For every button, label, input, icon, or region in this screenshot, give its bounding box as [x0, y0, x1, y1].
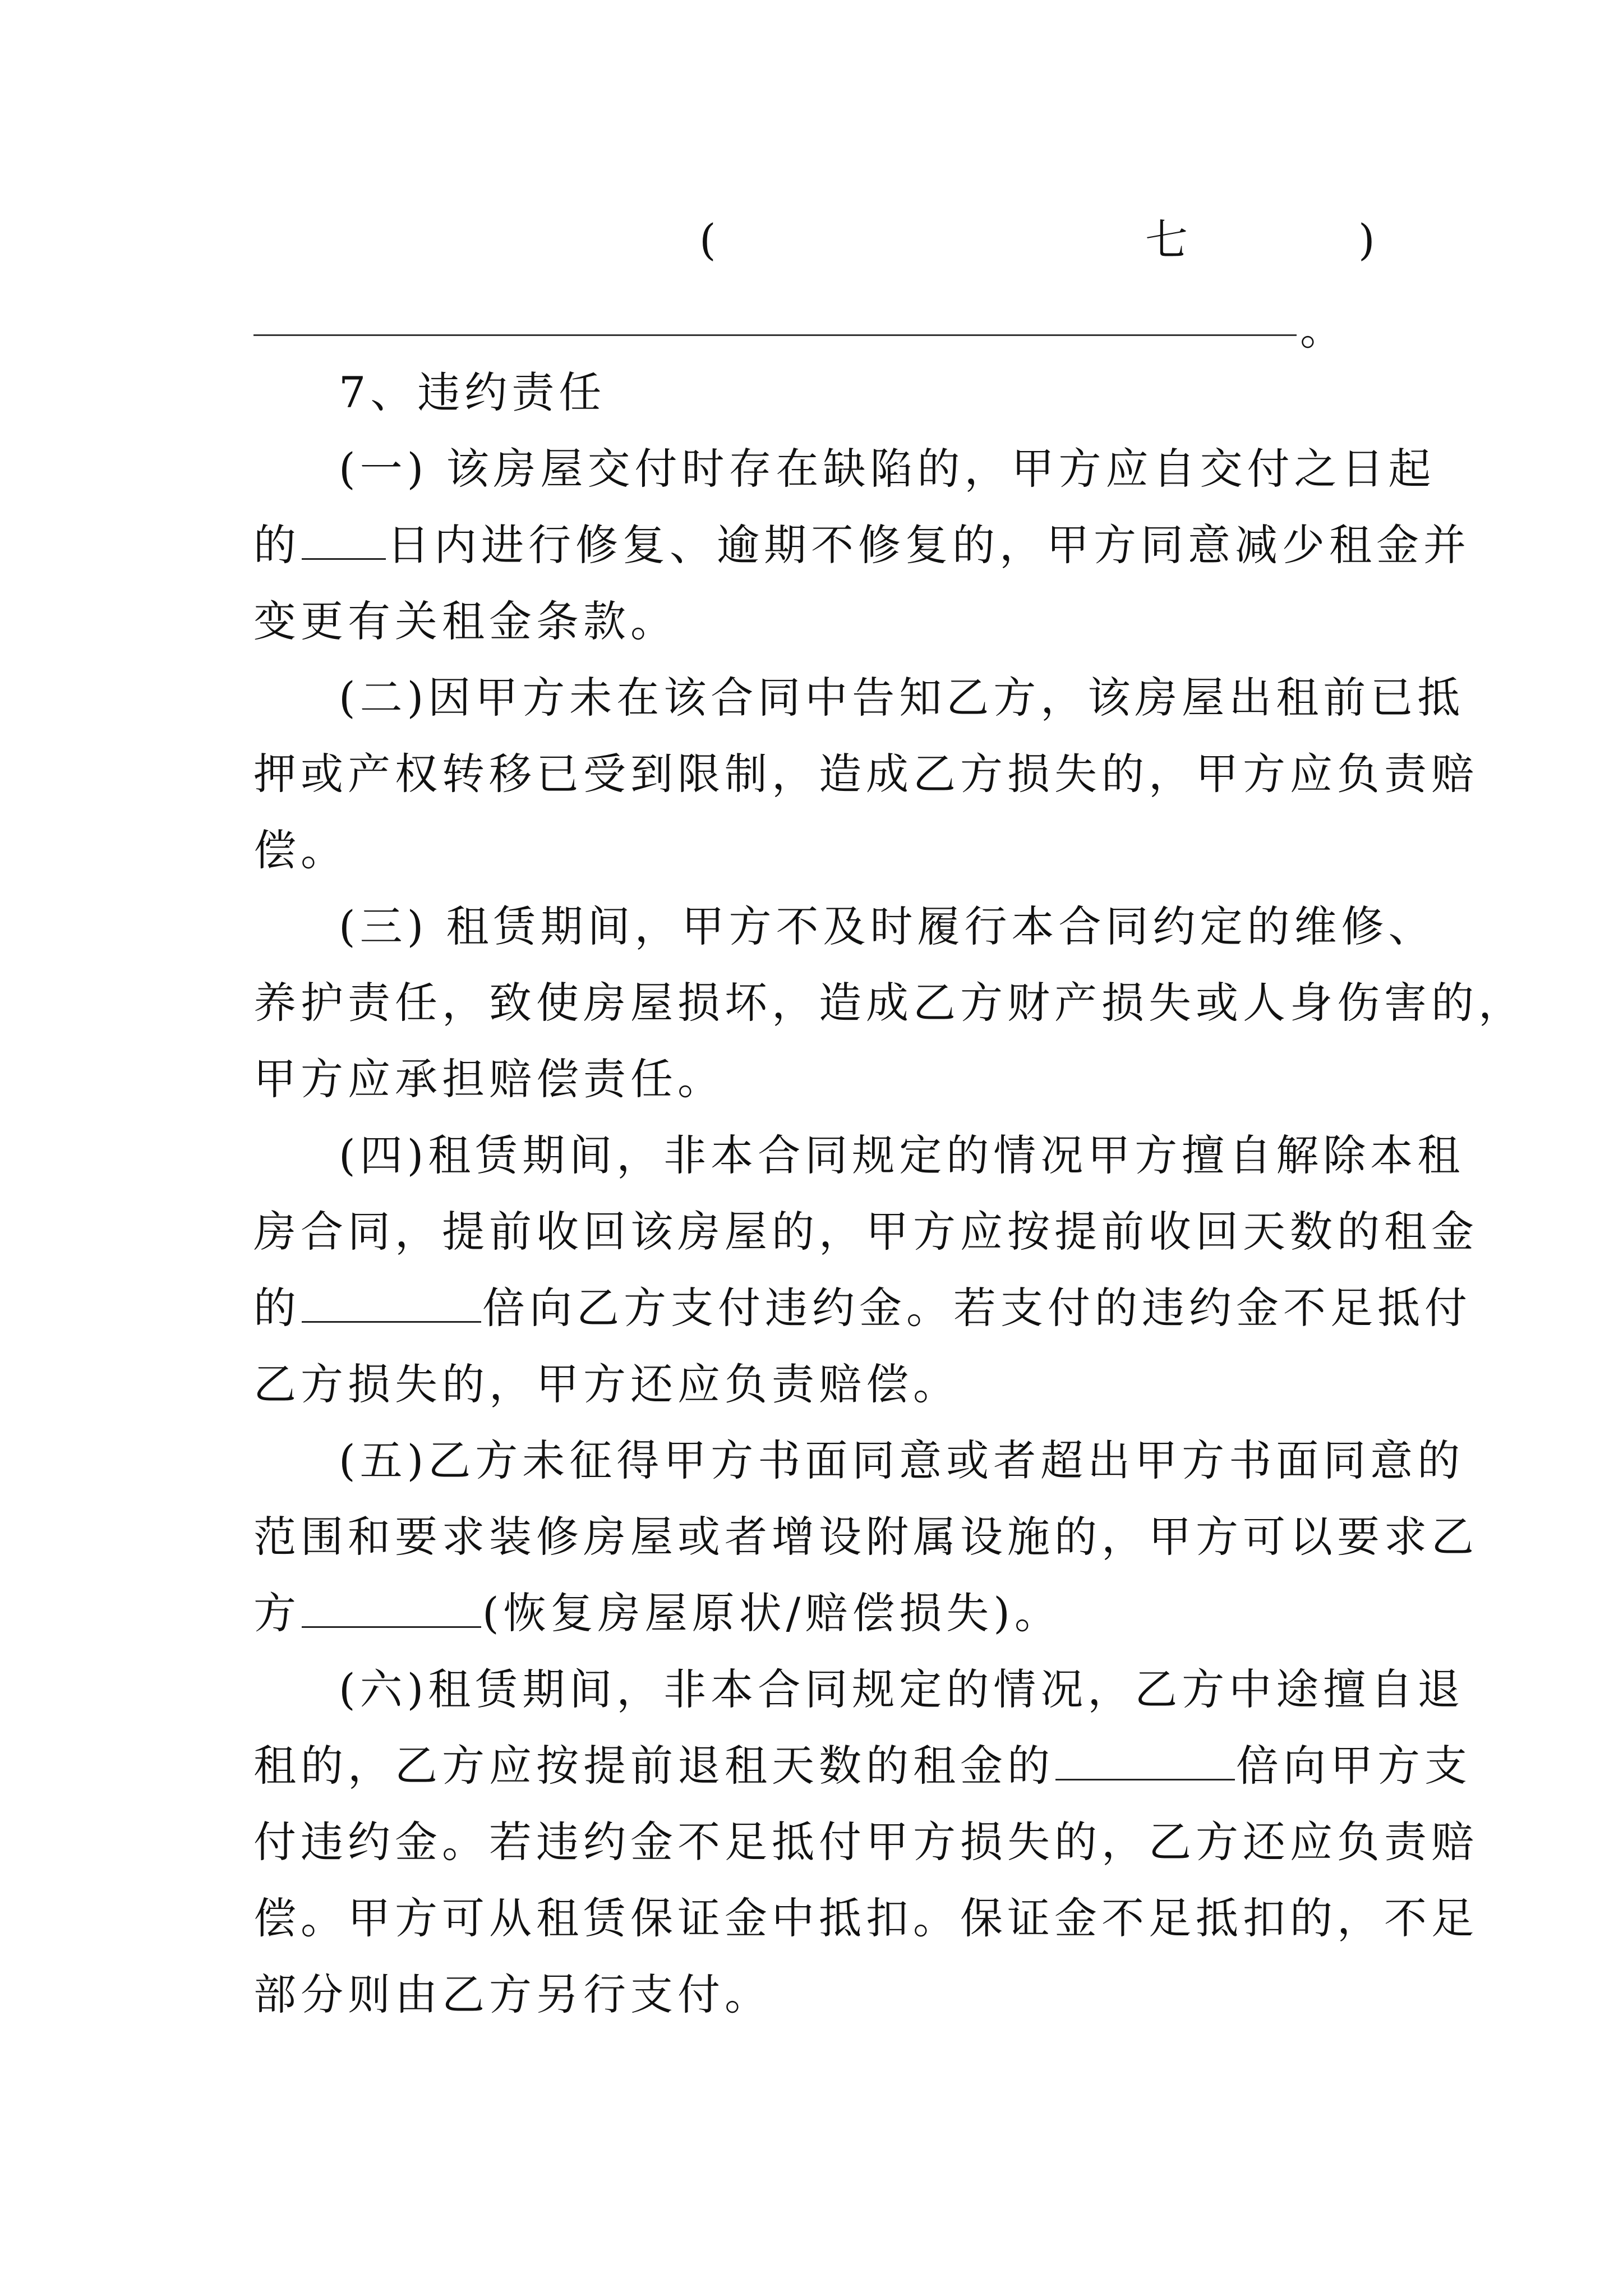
blank-remedy [302, 1593, 481, 1628]
section-number: 七 [1145, 215, 1188, 265]
open-paren: ( [699, 215, 716, 265]
clause-1 [253, 431, 1470, 660]
clause-2 [253, 660, 1478, 889]
clause-line: 偿。甲方可从租赁保证金中抵扣。保证金不足抵扣的，不足 [253, 1893, 1478, 1943]
clause-line: (三) 租赁期间，甲方不及时履行本合同约定的维修、 [339, 901, 1436, 951]
blank-multiplier [302, 1287, 481, 1323]
clause-line: 的 倍向乙方支付违约金。若支付的违约金不足抵付 [253, 1283, 1472, 1333]
clause-line: 方 (恢复房屋原状/赔偿损失)。 [253, 1588, 1062, 1638]
clause-line: 变更有关租金条款。 [253, 596, 677, 646]
end-mark: 。 [1300, 305, 1343, 355]
fill-in-underline [253, 334, 1297, 336]
section-title [253, 355, 1392, 431]
section-heading: 7、违约责任 [339, 367, 606, 417]
clause-line: 养护责任，致使房屋损坏，造成乙方财产损失或人身伤害的， [253, 978, 1525, 1028]
clause-4 [253, 1117, 1478, 1423]
clause-line: 甲方应承担赔偿责任。 [253, 1054, 725, 1104]
header-line [253, 202, 1392, 278]
clause-6 [253, 1651, 1478, 2033]
clause-line: 的 日内进行修复、逾期不修复的，甲方同意减少租金并 [253, 520, 1470, 570]
clause-line: 范围和要求装修房屋或者增设附属设施的，甲方可以要求乙 [253, 1512, 1478, 1562]
clause-line: (六)租赁期间，非本合同规定的情况，乙方中途擅自退 [339, 1664, 1465, 1714]
clause-line: 部分则由乙方另行支付。 [253, 1970, 772, 2019]
clause-5 [253, 1423, 1478, 1651]
clause-line: 房合同，提前收回该房屋的，甲方应按提前收回天数的租金 [253, 1207, 1478, 1257]
clause-line: (一) 该房屋交付时存在缺陷的，甲方应自交付之日起 [339, 444, 1436, 494]
clause-line: 偿。 [253, 825, 348, 875]
close-paren: ) [1358, 215, 1375, 265]
clause-line: 付违约金。若违约金不足抵付甲方损失的，乙方还应负责赔 [253, 1817, 1478, 1867]
clause-line: 押或产权转移已受到限制，造成乙方损失的，甲方应负责赔 [253, 749, 1478, 799]
clause-line: (五)乙方未征得甲方书面同意或者超出甲方书面同意的 [339, 1435, 1465, 1485]
clause-3 [253, 889, 1525, 1117]
clause-line: 乙方损失的，甲方还应负责赔偿。 [253, 1359, 960, 1409]
blank-multiplier [1055, 1745, 1235, 1780]
clause-line: 租的，乙方应按提前退租天数的租金的 倍向甲方支 [253, 1741, 1472, 1791]
blank-days [302, 524, 386, 560]
clause-line: (二)因甲方未在该合同中告知乙方，该房屋出租前已抵 [339, 673, 1465, 723]
clause-line: (四)租赁期间，非本合同规定的情况甲方擅自解除本租 [339, 1130, 1465, 1180]
